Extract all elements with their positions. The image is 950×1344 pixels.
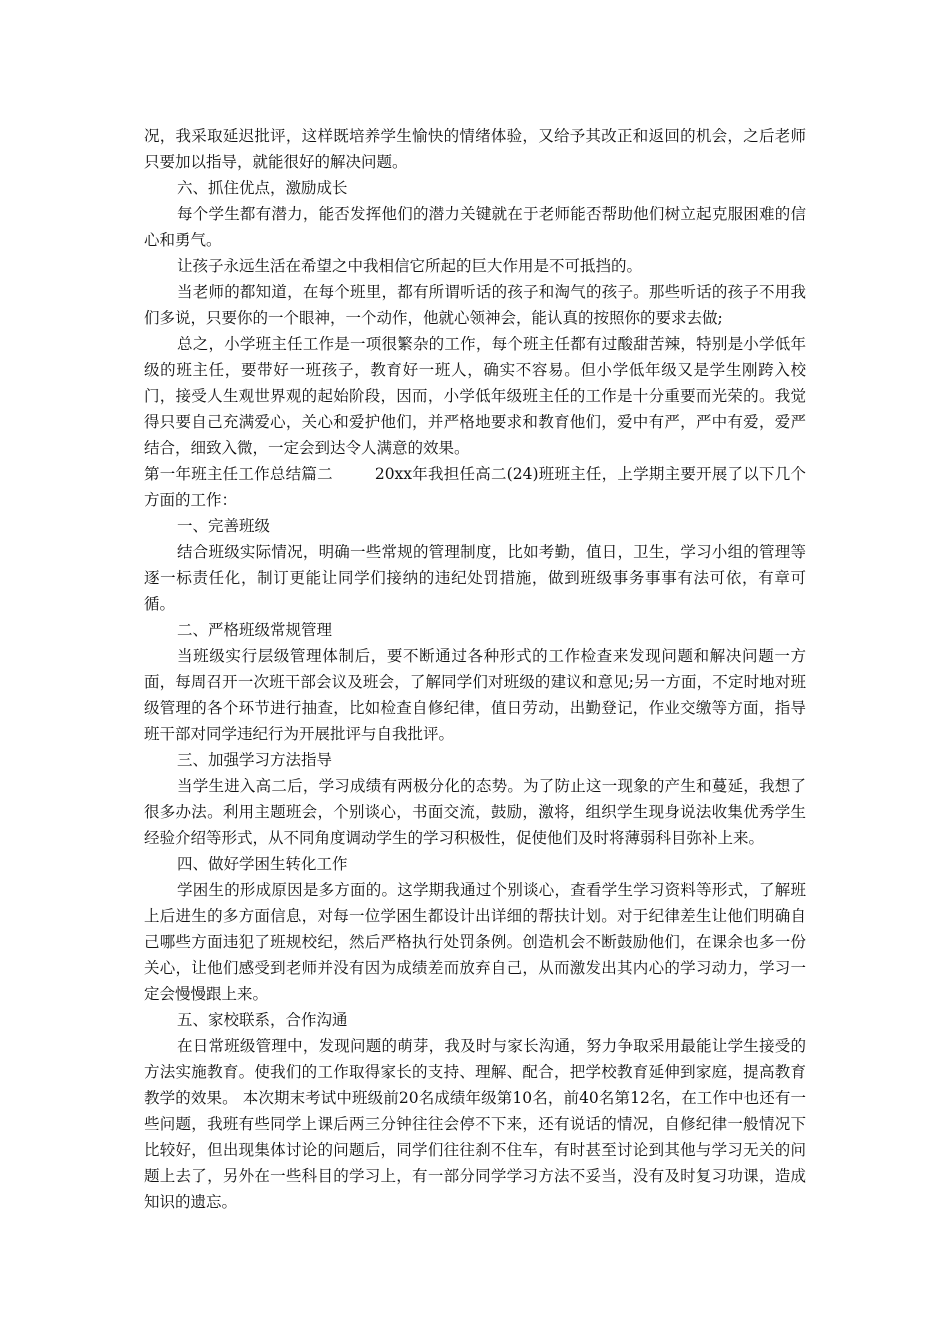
paragraph: 当班级实行层级管理体制后，要不断通过各种形式的工作检查来发现问题和解决问题一方面，每周召开一次班干部会议及班会，了解同学们对班级的建议和意见;另一方面，不定时地对班级管理的各个环节进行抽查，比如检查自修纪律，值日劳动，出勤登记，作业交缴等方面，指导班干部对同学违纪行为开展批评与自我批评。 bbox=[144, 647, 806, 743]
section-heading-five: 五、家校联系，合作沟通 bbox=[177, 1011, 348, 1029]
section-heading-six: 六、抓住优点，激励成长 bbox=[177, 179, 348, 197]
section-heading-two: 二、严格班级常规管理 bbox=[177, 621, 333, 639]
paragraph: 当老师的都知道，在每个班里，都有所谓听话的孩子和淘气的孩子。那些听话的孩子不用我们多说，只要你的一个眼神，一个动作，他就心领神会，能认真的按照你的要求去做; bbox=[144, 283, 806, 327]
paragraph-continuation: 况，我采取延迟批评，这样既培养学生愉快的情绪体验，又给予其改正和返回的机会，之后老师只要加以指导，就能很好的解决问题。 bbox=[144, 127, 806, 171]
section-title: 第一年班主任工作总结篇二 bbox=[144, 465, 333, 483]
document-page bbox=[144, 123, 806, 1215]
paragraph: 学困生的形成原因是多方面的。这学期我通过个别谈心，查看学生学习资料等形式，了解班上后进生的多方面信息，对每一位学困生都设计出详细的帮扶计划。对于纪律差生让他们明确自己哪些方面违犯了班规校纪，然后严格执行处罚条例。创造机会不断鼓励他们，在课余也多一份关心，让他们感受到老师并没有因为成绩差而放弃自己，从而激发出其内心的学习动力，学习一定会慢慢跟上来。 bbox=[144, 881, 806, 1003]
section-heading-three: 三、加强学习方法指导 bbox=[177, 751, 333, 769]
section-title-line bbox=[144, 461, 806, 513]
paragraph: 在日常班级管理中，发现问题的萌芽，我及时与家长沟通，努力争取采用最能让学生接受的方法实施教育。使我们的工作取得家长的支持、理解、配合，把学校教育延伸到家庭，提高教育教学的效果。 本次期末考试中班级前20名成绩年级第10名，前40名第12名，在工作中也还有一些问题，我班有些同学上课后两三分钟往往会停不下来，还有说话的情况，自修纪律一般情况下比较好，但出现集体讨论的问题后，同学们往往刹不住车，有时甚至讨论到其他与学习无关的问题上去了，另外在一些科目的学习上，有一部分同学学习方法不妥当，没有及时复习功课，造成知识的遗忘。 bbox=[144, 1037, 806, 1211]
paragraph: 每个学生都有潜力，能否发挥他们的潜力关键就在于老师能否帮助他们树立起克服困难的信心和勇气。 bbox=[144, 205, 806, 249]
paragraph-summary: 总之，小学班主任工作是一项很繁杂的工作，每个班主任都有过酸甜苦辣，特别是小学低年级的班主任，要带好一班孩子，教育好一班人，确实不容易。但小学低年级又是学生刚跨入校门，接受人生观世界观的起始阶段，因而，小学低年级班主任的工作是十分重要而光荣的。我觉得只要自己充满爱心，关心和爱护他们，并严格地要求和教育他们，爱中有严，严中有爱，爱严结合，细致入微，一定会到达令人满意的效果。 bbox=[144, 335, 806, 457]
paragraph: 当学生进入高二后，学习成绩有两极分化的态势。为了防止这一现象的产生和蔓延，我想了很多办法。利用主题班会，个别谈心，书面交流，鼓励，激将，组织学生现身说法收集优秀学生经验介绍等形式，从不同角度调动学生的学习积极性，促使他们及时将薄弱科目弥补上来。 bbox=[144, 777, 806, 847]
paragraph: 结合班级实际情况，明确一些常规的管理制度，比如考勤，值日，卫生，学习小组的管理等逐一标责任化，制订更能让同学们接纳的违纪处罚措施，做到班级事务事事有法可依，有章可循。 bbox=[144, 543, 806, 613]
section-heading-four: 四、做好学困生转化工作 bbox=[177, 855, 348, 873]
section-intro: 20xx年我担任高二(24)班班主任，上学期主要开展了以下几个方面的工作： bbox=[144, 465, 806, 509]
section-heading-one: 一、完善班级 bbox=[177, 517, 271, 535]
paragraph: 让孩子永远生活在希望之中我相信它所起的巨大作用是不可抵挡的。 bbox=[177, 257, 643, 275]
